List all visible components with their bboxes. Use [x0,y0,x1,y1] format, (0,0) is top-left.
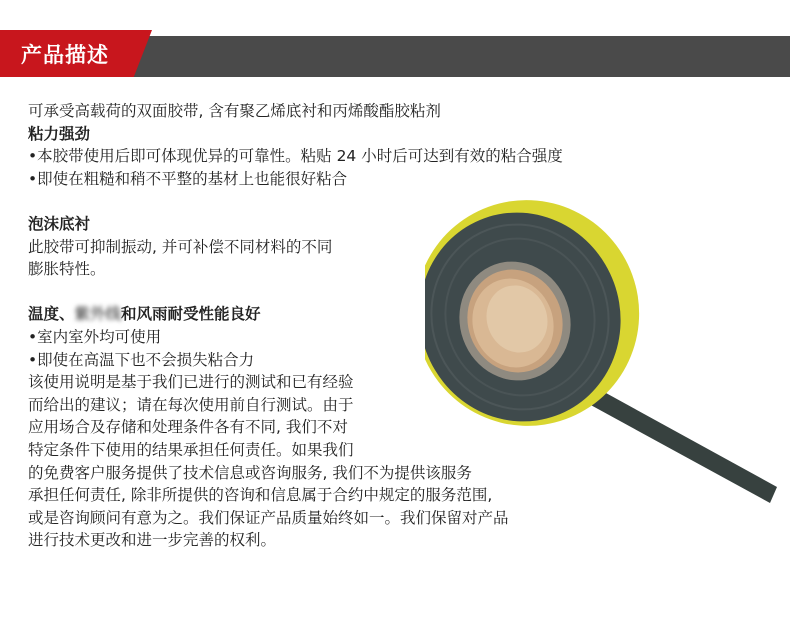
bullet-item: •本胶带使用后即可体现优异的可靠性。粘贴 24 小时后可达到有效的粘合强度 [28,147,563,166]
disclaimer-line: 特定条件下使用的结果承担任何责任。如果我们 [28,440,354,459]
bullet-item: •室内室外均可使用 [28,327,162,346]
disclaimer-line: 进行技术更改和进一步完善的权利。 [28,531,277,550]
disclaimer-line: 承担任何责任, 除非所提供的咨询和信息属于合约中规定的服务范围, [28,486,493,505]
disclaimer-line: 应用场合及存储和处理条件各有不同, 我们不对 [28,418,348,437]
section-title-weather [28,303,748,326]
section-title-adhesion: 粘力强劲 [28,124,91,143]
bullet-item: •即使在粗糙和稍不平整的基材上也能很好粘合 [28,169,348,188]
disclaimer-line: 的免费客户服务提供了技术信息或咨询服务, 我们不为提供该服务 [28,463,472,482]
product-description [28,100,748,552]
intro-text: 可承受高载荷的双面胶带, 含有聚乙烯底衬和丙烯酸酯胶粘剂 [28,102,441,120]
title-part: 温度、 [28,305,75,324]
section-header [0,30,790,77]
disclaimer-line: 而给出的建议；请在每次使用前自行测试。由于 [28,395,354,414]
bullet-item: •即使在高温下也不会损失粘合力 [28,350,255,369]
title-part: 和风雨耐受性能良好 [121,305,261,324]
disclaimer-line: 或是咨询顾问有意为之。我们保证产品质量始终如一。我们保留对产品 [28,508,509,527]
blurred-word: 紫外线 [74,305,122,324]
paragraph-line: 膨胀特性。 [28,260,106,279]
paragraph-line: 此胶带可抑制振动, 并可补偿不同材料的不同 [28,237,333,256]
disclaimer-line: 该使用说明是基于我们已进行的测试和已有经验 [28,373,354,392]
header-title: 产品描述 [21,43,109,67]
section-title-foam-backing: 泡沫底衬 [28,214,91,233]
